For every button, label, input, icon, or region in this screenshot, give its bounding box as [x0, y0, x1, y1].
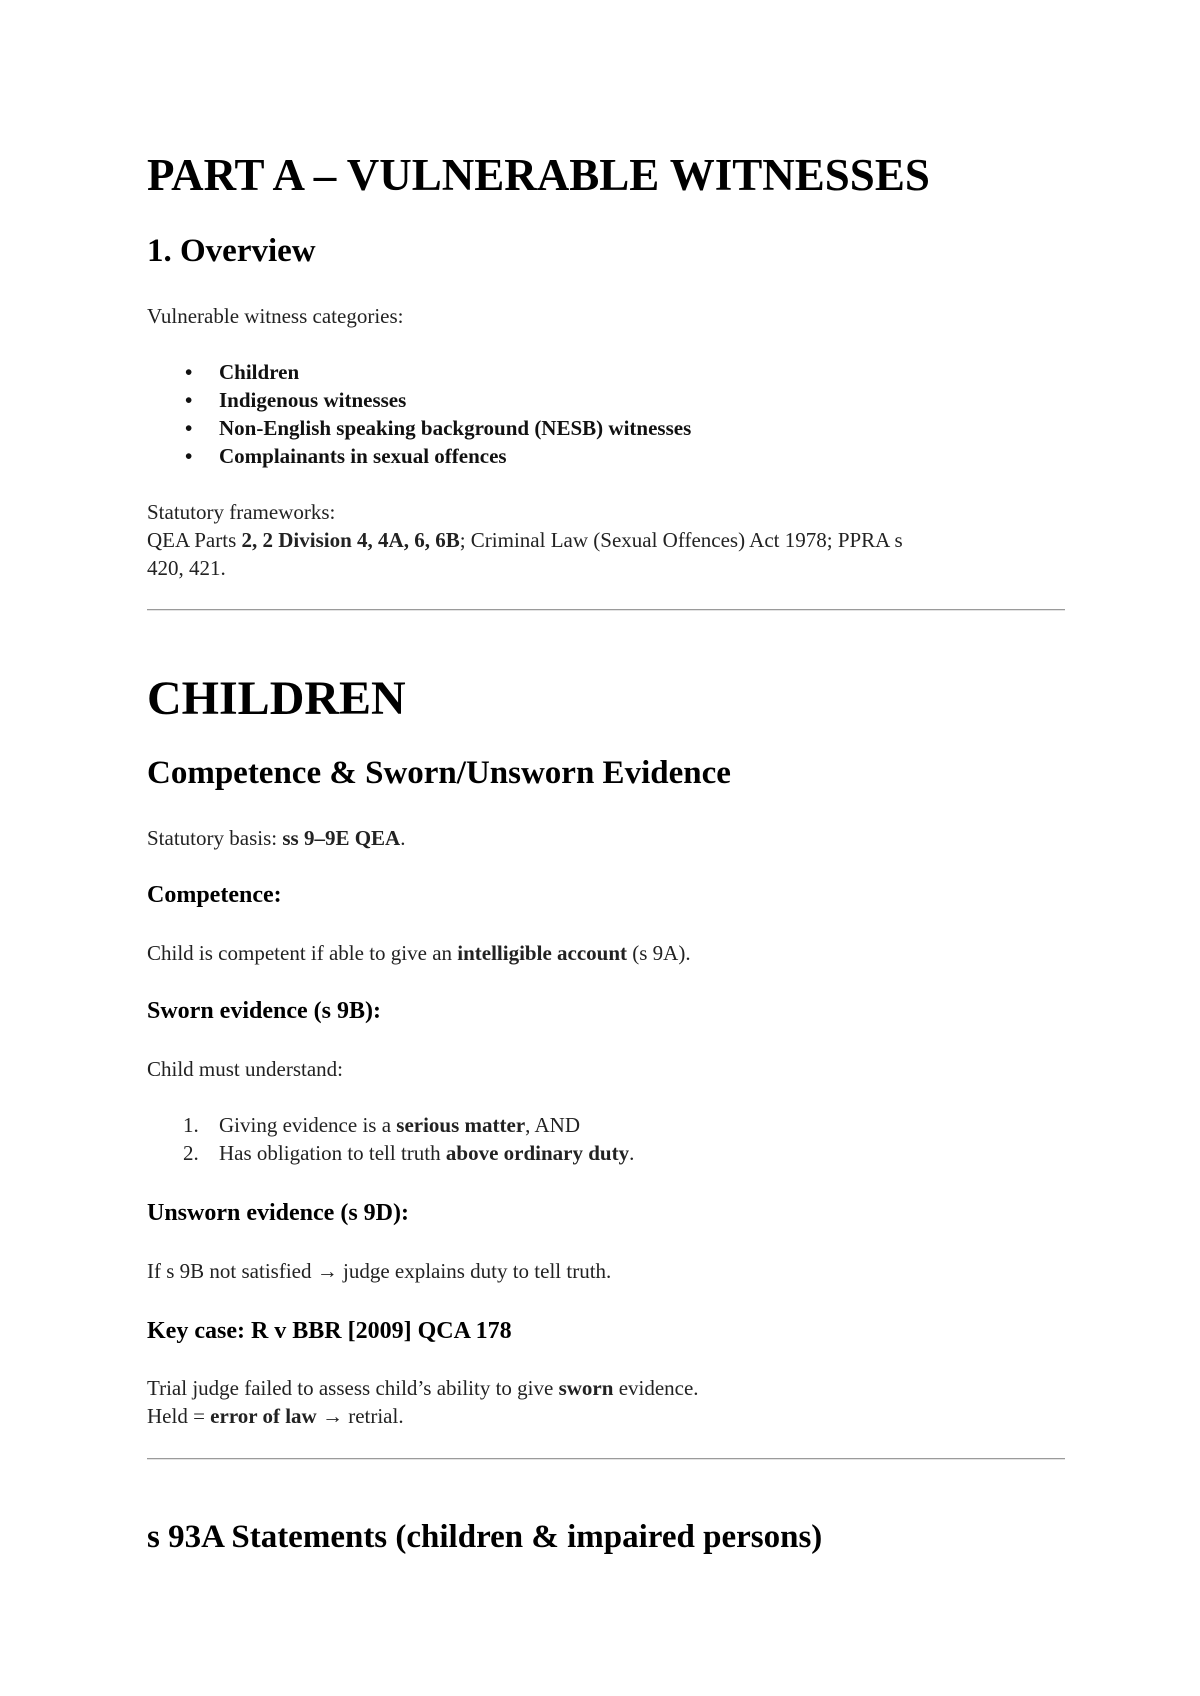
statutory-frameworks: [147, 498, 903, 582]
unsworn-subheading: Unsworn evidence (s 9D):: [147, 1200, 409, 1226]
part-2: 2: [241, 528, 252, 552]
competence-heading: Competence & Sworn/Unsworn Evidence: [147, 755, 731, 791]
held-line: [147, 1402, 699, 1430]
part-6b: 6B: [435, 528, 460, 552]
list-number: 2.: [183, 1141, 199, 1165]
basis-end: .: [400, 826, 406, 850]
categories-list: [147, 358, 691, 470]
key-case-heading: Key case: R v BBR [2009] QCA 178: [147, 1318, 512, 1344]
separator: ,: [403, 528, 415, 552]
sworn-subheading: Sworn evidence (s 9B):: [147, 998, 381, 1024]
competence-text-bold: intelligible account: [457, 941, 628, 965]
part-a-title: PART A – VULNERABLE WITNESSES: [147, 150, 930, 200]
separator: ,: [367, 528, 379, 552]
list-number: 1.: [183, 1113, 199, 1137]
frameworks-text: [147, 526, 903, 554]
competence-text-post: (s 9A).: [627, 941, 691, 965]
held-pre: Held =: [147, 1404, 211, 1428]
categories-label: Vulnerable witness categories:: [147, 304, 404, 328]
sworn-requirements-list: [147, 1111, 634, 1167]
step-text-end: , AND: [525, 1113, 580, 1137]
held-post: → retrial.: [316, 1404, 404, 1428]
list-item: [147, 1111, 634, 1139]
frameworks-prefix: QEA Parts: [147, 528, 242, 552]
part-2-division-4: 2 Division 4: [262, 528, 368, 552]
part-4a: 4A: [378, 528, 404, 552]
basis-label: Statutory basis:: [147, 826, 283, 850]
list-item: [147, 1139, 634, 1167]
step-text: Giving evidence is a: [219, 1113, 397, 1137]
s93a-heading: s 93A Statements (children & impaired persons): [147, 1519, 823, 1555]
frameworks-line-2: 420, 421.: [147, 556, 226, 580]
horizontal-divider: [147, 1458, 1065, 1460]
overview-heading: 1. Overview: [147, 233, 316, 269]
list-item: • Non-English speaking background (NESB) witnesses: [147, 414, 691, 442]
step-bold: serious matter: [396, 1113, 526, 1137]
step-text-end: .: [629, 1141, 635, 1165]
competence-text-pre: Child is competent if able to give an: [147, 941, 458, 965]
statutory-basis: [147, 824, 405, 852]
children-title: CHILDREN: [147, 672, 406, 725]
basis-value: ss 9–9E QEA: [282, 826, 401, 850]
step-text: Has obligation to tell truth: [219, 1141, 446, 1165]
list-item: • Children: [147, 358, 691, 386]
list-item: • Complainants in sexual offences: [147, 442, 691, 470]
frameworks-suffix: ; Criminal Law (Sexual Offences) Act 1978; PPRA s: [459, 528, 903, 552]
held-bold: error of law: [210, 1404, 317, 1428]
list-item: • Indigenous witnesses: [147, 386, 691, 414]
must-understand: Child must understand:: [147, 1057, 343, 1081]
frameworks-label: Statutory frameworks:: [147, 500, 336, 524]
key-case-text: [147, 1374, 699, 1430]
horizontal-divider: [147, 609, 1065, 611]
competence-subheading: Competence:: [147, 882, 282, 908]
competence-text: [147, 939, 691, 967]
step-bold: above ordinary duty: [445, 1141, 630, 1165]
separator: ,: [424, 528, 436, 552]
part-6: 6: [414, 528, 425, 552]
unsworn-text: If s 9B not satisfied → judge explains duty to tell truth.: [147, 1259, 612, 1283]
trial-post: evidence.: [613, 1376, 699, 1400]
trial-pre: Trial judge failed to assess child’s ability to give: [147, 1376, 559, 1400]
separator: ,: [252, 528, 263, 552]
trial-line: [147, 1374, 699, 1402]
trial-bold: sworn: [558, 1376, 614, 1400]
